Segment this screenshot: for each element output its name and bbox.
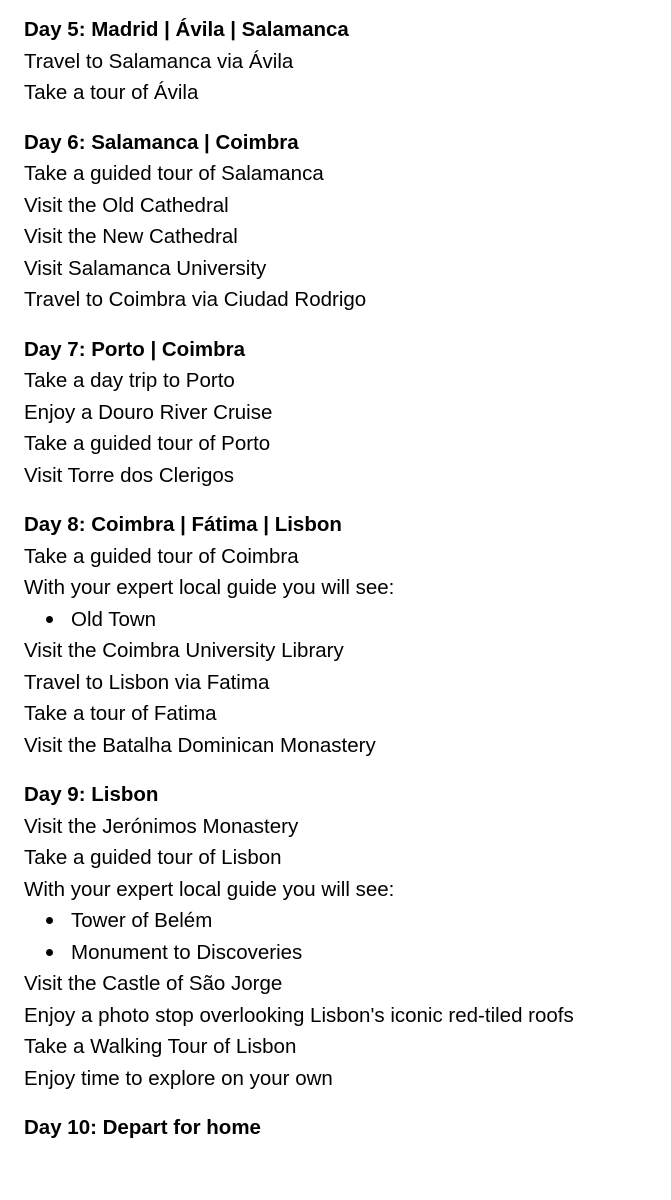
activity-line: With your expert local guide you will see: <box>24 576 395 599</box>
activity-line: Travel to Salamanca via Ávila <box>24 49 294 73</box>
activity-line: Enjoy a Douro River Cruise <box>24 400 273 424</box>
highlight-label: Old Town <box>71 607 157 631</box>
activity-line: Enjoy time to explore on your own <box>24 1066 333 1090</box>
activity-line: Take a guided tour of Coimbra <box>24 544 299 568</box>
activity-line: With your expert local guide you will see: <box>24 877 395 901</box>
activity-line: Take a tour of Fatima <box>24 702 217 725</box>
day-title: Day 7: Porto | Coimbra <box>24 337 246 361</box>
day-section <box>24 509 671 761</box>
activity-line: Take a guided tour of Porto <box>24 432 271 455</box>
highlights-list <box>24 604 671 636</box>
activity-line: Take a tour of Ávila <box>24 81 199 104</box>
day-section <box>24 779 671 1094</box>
highlights-list <box>24 905 671 968</box>
activity-line: Visit the Batalha Dominican Monastery <box>24 733 376 757</box>
highlight-item <box>24 905 671 937</box>
bullet-icon <box>46 616 53 623</box>
day-section <box>24 127 671 316</box>
highlight-label: Tower of Belém <box>71 909 213 932</box>
activity-line: Take a Walking Tour of Lisbon <box>24 1035 297 1058</box>
highlight-item <box>24 604 671 636</box>
day-title: Day 6: Salamanca | Coimbra <box>24 130 299 154</box>
activity-line: Visit the Old Cathedral <box>24 193 229 217</box>
activity-line: Visit Salamanca University <box>24 256 267 280</box>
activity-line: Take a day trip to Porto <box>24 369 235 392</box>
activity-line: Visit the Coimbra University Library <box>24 639 344 662</box>
activity-line: Visit the New Cathedral <box>24 225 238 248</box>
day-title: Day 10: Depart for home <box>24 1116 261 1139</box>
bullet-icon <box>46 949 53 956</box>
activity-line: Travel to Lisbon via Fatima <box>24 670 270 694</box>
highlight-label: Monument to Discoveries <box>71 940 303 964</box>
day-title: Day 8: Coimbra | Fátima | Lisbon <box>24 513 342 536</box>
activity-line: Enjoy a photo stop overlooking Lisbon's iconic red-tiled roofs <box>24 1003 574 1027</box>
activity-line: Take a guided tour of Lisbon <box>24 846 282 869</box>
activity-line: Take a guided tour of Salamanca <box>24 162 324 185</box>
day-title: Day 5: Madrid | Ávila | Salamanca <box>24 18 349 41</box>
day-section <box>24 1112 671 1144</box>
activity-line: Visit the Jerónimos Monastery <box>24 814 299 838</box>
day-section <box>24 334 671 492</box>
activity-line: Visit the Castle of São Jorge <box>24 972 283 995</box>
day-section <box>24 14 671 109</box>
bullet-icon <box>46 917 53 924</box>
highlight-item <box>24 937 671 969</box>
activity-line: Visit Torre dos Clerigos <box>24 463 235 487</box>
day-title: Day 9: Lisbon <box>24 783 159 806</box>
activity-line: Travel to Coimbra via Ciudad Rodrigo <box>24 288 367 311</box>
